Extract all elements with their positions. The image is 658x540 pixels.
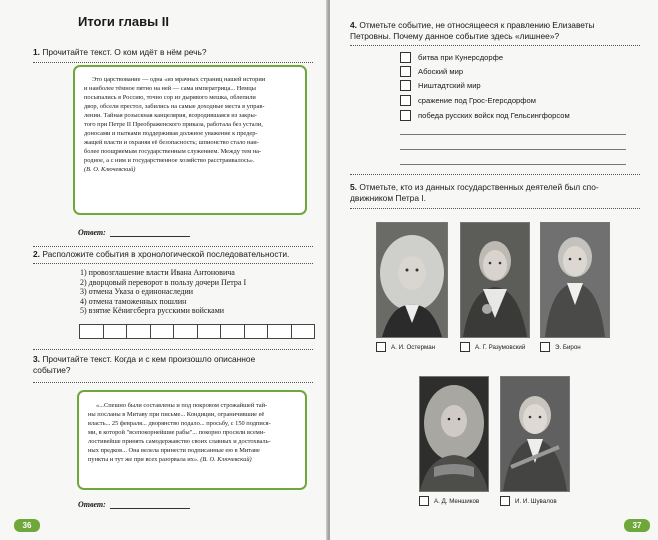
option-item[interactable]: [376, 342, 435, 352]
checkbox[interactable]: [400, 110, 411, 121]
option-label: сражение под Грос-Егерсдорфом: [418, 96, 536, 105]
option-item[interactable]: [500, 496, 557, 506]
question-number: 3.: [33, 354, 40, 364]
quote-box-3: [77, 390, 307, 490]
quote-line: Это царствование — одна «из мрачных страниц нашей истории: [92, 76, 266, 83]
portrait-biron: [540, 222, 610, 338]
answer-cell[interactable]: [103, 324, 128, 339]
question-text: Отметьте событие, не относящееся к правлению Елизаветы: [359, 20, 595, 30]
events-list: [80, 268, 246, 316]
quote-line: ных предков... Она велела принести подписанные ею в Митаве: [88, 447, 260, 454]
list-item: 3) отмена Указа о единонаследии: [80, 287, 194, 297]
chapter-title: Итоги главы II: [78, 14, 170, 29]
portrait-shuvalov: [500, 376, 570, 492]
quote-line: того при Петре II Преображенского приказа, работала без устали,: [84, 121, 263, 128]
quote-last-line: [88, 455, 296, 464]
question-text: Петровны. Почему данное событие здесь «лишнее»?: [350, 31, 560, 41]
option-label: Абоский мир: [418, 67, 464, 76]
answer-3: [78, 500, 190, 509]
option-item[interactable]: [540, 342, 581, 352]
page-right: [330, 0, 658, 540]
option-item[interactable]: [419, 496, 479, 506]
checkbox[interactable]: [400, 80, 411, 91]
answer-cell[interactable]: [173, 324, 198, 339]
checkbox[interactable]: [460, 342, 470, 352]
list-item: 2) дворцовый переворот в пользу дочери Петра I: [80, 277, 247, 287]
person-name: А. Г. Разумовский: [475, 343, 526, 351]
list-item: 1) провозглашение власти Ивана Антоновича: [80, 268, 235, 277]
option-item[interactable]: [400, 66, 463, 77]
divider: [350, 174, 640, 175]
option-item[interactable]: [460, 342, 525, 352]
quote-line: родное, а с ним и государственное хозяйство расстраивалось».: [84, 157, 255, 164]
option-item[interactable]: [400, 95, 536, 106]
page-number-right: 37: [624, 519, 650, 532]
quote-line: пункты и тут же при всех разорвала их».: [88, 456, 199, 463]
answer-cell[interactable]: [79, 324, 104, 339]
quote-line: власть... 25 февраля... дворянство подало... просьбу, с 150 подпися-: [88, 420, 271, 427]
question-3: [33, 354, 308, 376]
divider: [350, 45, 640, 46]
question-4: [350, 20, 640, 42]
portrait-osterman: [376, 222, 448, 338]
answer-line[interactable]: [110, 508, 190, 509]
quote-line: «...Спешно были составлены и под покровом строжайшей тай-: [96, 402, 268, 409]
question-1: [33, 47, 207, 58]
quote-line: двор, обсели престол, забились на самые доходные места в управ-: [84, 103, 265, 110]
question-number: 4.: [350, 20, 357, 30]
answer-cell[interactable]: [220, 324, 245, 339]
question-text: Прочитайте текст. О ком идёт в нём речь?: [42, 47, 207, 57]
quote-box-1: [73, 65, 307, 215]
checkbox[interactable]: [376, 342, 386, 352]
answer-cell[interactable]: [244, 324, 269, 339]
quote-line: посыпались в Россию, точно сор из дырявого мешка, облепили: [84, 94, 256, 101]
option-label: Ништадтский мир: [418, 81, 481, 90]
divider: [33, 62, 313, 63]
answer-cell[interactable]: [197, 324, 222, 339]
divider: [33, 349, 313, 350]
checkbox[interactable]: [400, 66, 411, 77]
divider: [33, 246, 313, 247]
answer-line[interactable]: [110, 236, 190, 237]
checkbox[interactable]: [400, 52, 411, 63]
option-label: победа русских войск под Гельсингфорсом: [418, 111, 570, 120]
question-text: Прочитайте текст. Когда и с кем произошло описанное: [42, 354, 256, 364]
question-text: движником Петра I.: [350, 193, 426, 203]
quote-line: более поощряемым государственным служением. Между тем на-: [84, 148, 262, 155]
person-name: А. И. Остерман: [391, 343, 436, 351]
quote-line: и наиболее тёмное пятно на ней — сама императрица... Немцы: [84, 85, 256, 92]
divider: [33, 263, 313, 264]
question-text: Расположите события в хронологической последовательности.: [42, 249, 290, 259]
quote-line: лении. Тайная розыскная канцелярия, возродившаяся из закры-: [84, 112, 257, 119]
answer-line[interactable]: [400, 149, 626, 150]
checkbox[interactable]: [419, 496, 429, 506]
quote-line: ны посланы в Митаву при письме... Кондиции, ограничившие её: [88, 411, 265, 418]
answer-grid: [80, 324, 315, 339]
answer-cell[interactable]: [267, 324, 292, 339]
person-name: Э. Бирон: [555, 343, 581, 351]
checkbox[interactable]: [400, 95, 411, 106]
list-item: 5) взятие Кёнигсберга русскими войсками: [80, 306, 225, 316]
option-item[interactable]: [400, 80, 481, 91]
answer-line[interactable]: [400, 134, 626, 135]
quote-author: (В. О. Ключевский): [200, 456, 252, 463]
answer-1: [78, 228, 190, 237]
portrait-razumovsky: [460, 222, 530, 338]
quote-line: доносами и пытками поддерживая должное уважение к предер-: [84, 130, 258, 137]
portrait-menshikov: [419, 376, 489, 492]
checkbox[interactable]: [500, 496, 510, 506]
divider: [33, 382, 313, 383]
answer-label: Ответ:: [78, 500, 106, 509]
answer-label: Ответ:: [78, 228, 106, 237]
option-label: битва при Кунерсдорфе: [418, 53, 504, 62]
divider: [350, 208, 640, 209]
question-5: [350, 182, 640, 204]
option-item[interactable]: [400, 52, 503, 63]
page-number-left: 36: [14, 519, 40, 532]
quote-author: (В. О. Ключевский): [84, 166, 136, 173]
answer-cell[interactable]: [291, 324, 316, 339]
question-text: Отметьте, кто из данных государственных деятелей был спо-: [359, 182, 599, 192]
question-number: 2.: [33, 249, 40, 259]
quote-line: жащей власти и охраняя её безопасность; шпионство стало наи-: [84, 139, 259, 146]
page-left: [0, 0, 328, 540]
list-item: 4) отмена таможенных пошлин: [80, 296, 187, 306]
question-number: 5.: [350, 182, 357, 192]
answer-cell[interactable]: [126, 324, 151, 339]
question-text: событие?: [33, 365, 71, 375]
quote-line: лостивейше принять самодержавство своих славных и достохваль-: [88, 438, 271, 445]
answer-cell[interactable]: [150, 324, 175, 339]
checkbox[interactable]: [540, 342, 550, 352]
quote-line: ми, в которой "всепокорнейшие рабы"... покорно просили всеми-: [88, 429, 266, 436]
question-number: 1.: [33, 47, 40, 57]
person-name: И. И. Шувалов: [515, 497, 557, 505]
option-item[interactable]: [400, 110, 570, 121]
person-name: А. Д. Меншиков: [434, 497, 480, 505]
question-2: [33, 249, 289, 260]
answer-line[interactable]: [400, 164, 626, 165]
